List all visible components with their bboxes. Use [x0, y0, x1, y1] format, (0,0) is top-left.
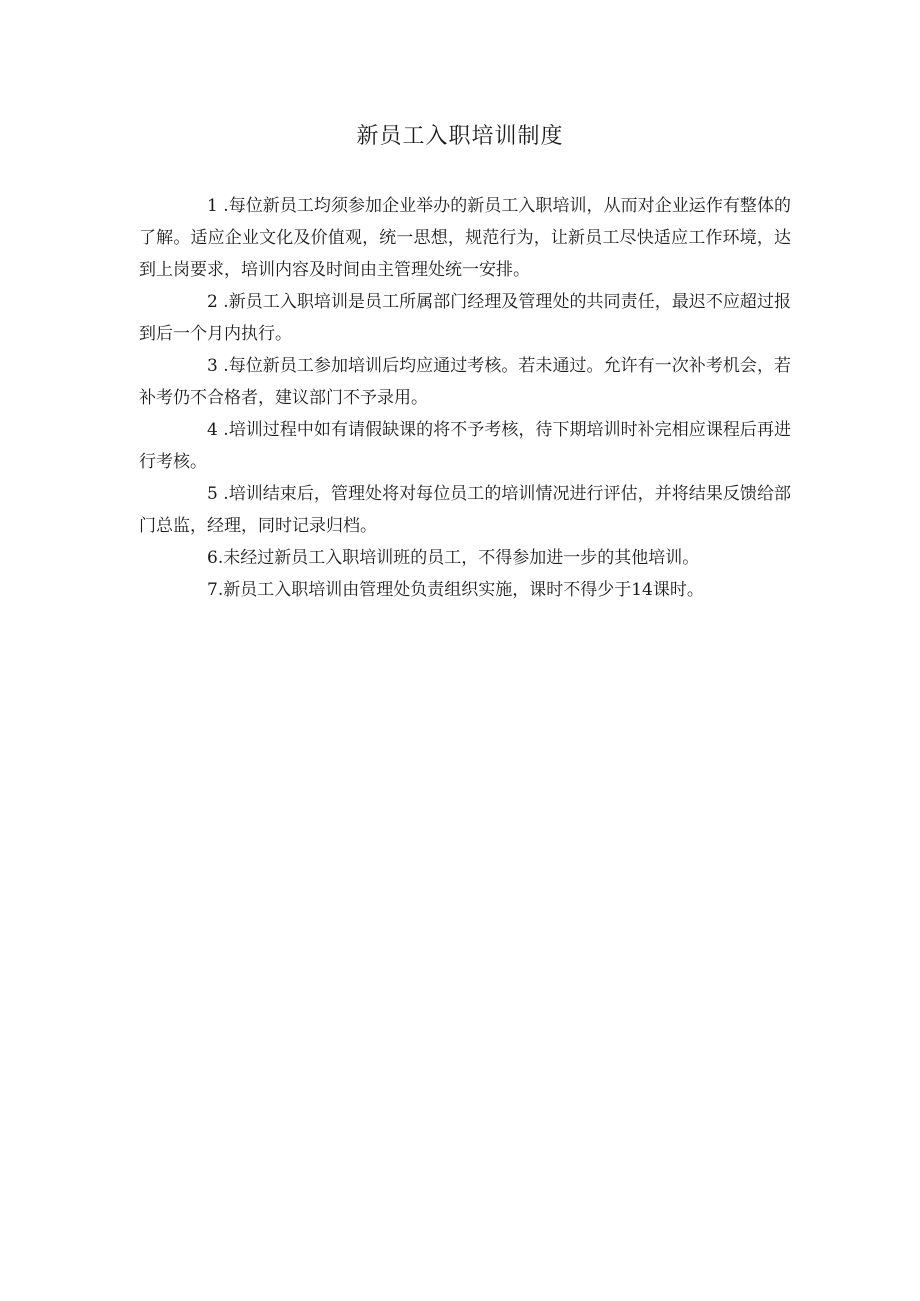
item-number: 3: [207, 356, 218, 376]
paragraph-4: [139, 414, 791, 478]
item-text: .每位新员工参加培训后均应通过考核。若未通过。允许有一次补考机会，若补考仍不合格者，建议部门不予录用。: [139, 356, 791, 408]
paragraph-3: [139, 350, 791, 414]
paragraph-5: [139, 478, 791, 542]
item-text: .每位新员工均须参加企业举办的新员工入职培训，从而对企业运作有整体的了解。适应企业文化及价值观，统一思想，规范行为，让新员工尽快适应工作环境，达到上岗要求，培训内容及时间由主管理处统一安排。: [139, 196, 791, 280]
paragraph-6: [139, 542, 791, 574]
document-title: 新员工入职培训制度: [356, 124, 564, 149]
item-text: .新员工入职培训由管理处负责组织实施，课时不得少于14课时。: [217, 580, 704, 600]
item-text: .培训结束后，管理处将对每位员工的培训情况进行评估，并将结果反馈给部门总监，经理，同时记录归档。: [139, 484, 791, 536]
item-text: .新员工入职培训是员工所属部门经理及管理处的共同责任，最迟不应超过报到后一个月内执行。: [139, 292, 791, 344]
item-text: .培训过程中如有请假缺课的将不予考核，待下期培训时补完相应课程后再进行考核。: [139, 420, 791, 472]
item-number: 1: [207, 196, 218, 216]
document-body: [139, 190, 791, 606]
paragraph-1: [139, 190, 791, 286]
item-number: 5: [207, 484, 218, 504]
item-number: 7: [207, 580, 218, 600]
item-number: 2: [207, 292, 218, 312]
paragraph-7: [139, 574, 791, 606]
item-text: .未经过新员工入职培训班的员工，不得参加进一步的其他培训。: [217, 548, 700, 568]
item-number: 4: [207, 420, 218, 440]
item-number: 6: [207, 548, 218, 568]
paragraph-2: [139, 286, 791, 350]
